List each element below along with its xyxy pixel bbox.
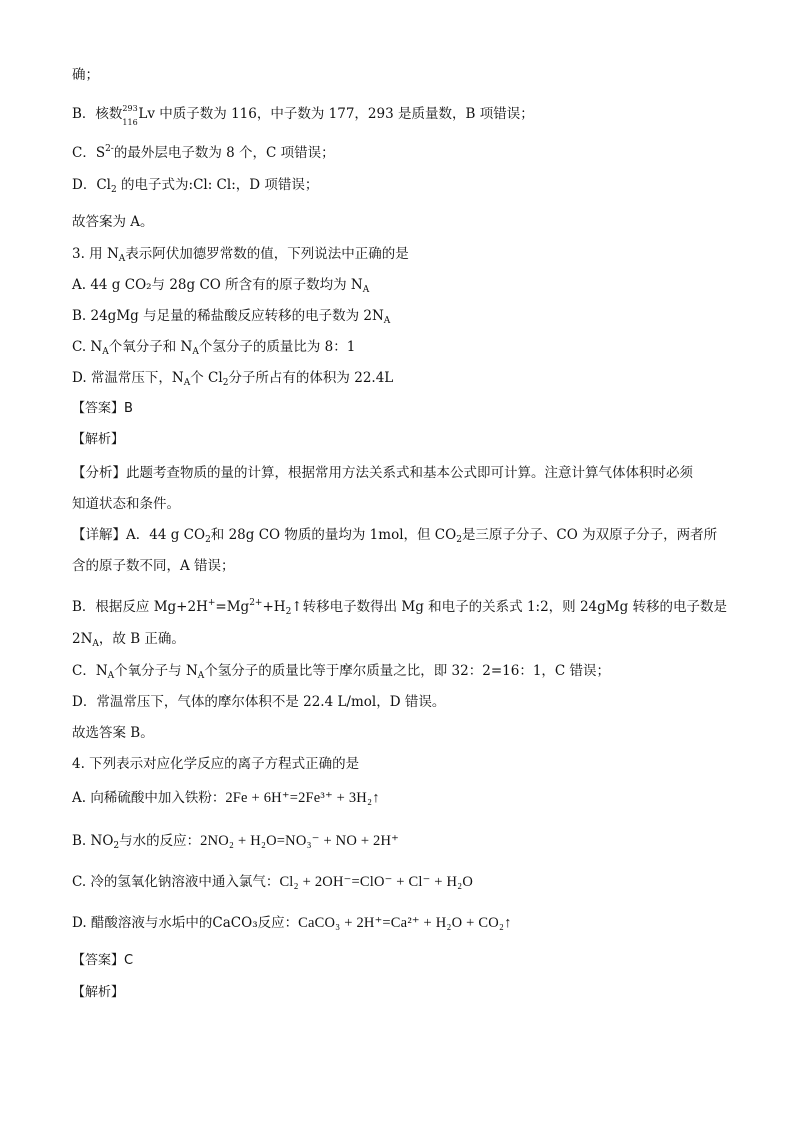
text-line: 故答案为 A。 [72, 214, 154, 230]
text-line: 含的原子数不同，A 错误； [72, 558, 235, 574]
answer-label: 【答案】B [72, 401, 133, 416]
text-line: 故选答案 B。 [72, 725, 154, 741]
question-title: 3. 用 $N_A$表示阿伏加德罗常数的值，下列说法中正确的是 [72, 246, 409, 264]
option-a: A. 向稀硫酸中加入铁粉：2Fe + 6H⁺=2Fe³⁺ + 3H₂↑ [72, 790, 380, 806]
ionic-equation: 2NO₂ + H₂O=NO₃⁻ + NO + 2H⁺ [200, 833, 400, 849]
text-line: C．$S^{2-}$的最外层电子数为 8 个，C 项错误； [72, 144, 335, 161]
question-title: 4. 下列表示对应化学反应的离子方程式正确的是 [72, 756, 360, 772]
nuclide-notation: 293 116 [122, 104, 138, 127]
option-d: D. 常温常压下，$N_A$个 $Cl_2$分子所占有的体积为 22.4L [72, 370, 394, 388]
option-d: D. 醋酸溶液与水垢中的CaCO₃反应：CaCO₃ + 2H⁺=Ca²⁺ + H₂O + CO₂↑ [72, 915, 512, 931]
text-line: $2N_A$，故 B 正确。 [72, 631, 185, 649]
analysis-label: 【解析】 [72, 985, 125, 1000]
text-line: 知道状态和条件。 [72, 496, 180, 512]
text-line: 确； [72, 67, 99, 83]
text-line: B．根据反应 $Mg+2H^+=Mg^{2+}+H_2↑$转移电子数得出 Mg 和电子的关系式 1:2，则 24gMg 转移的电子数是 [72, 598, 728, 617]
option-b: B. $NO_2$与水的反应：2NO₂ + H₂O=NO₃⁻ + NO + 2H⁺ [72, 833, 400, 851]
option-a: A. 44 g CO₂与 28g CO 所含有的原子数均为 $N_A$ [72, 277, 370, 295]
ionic-equation: Cl₂ + 2OH⁻=ClO⁻ + Cl⁻ + H₂O [279, 874, 474, 890]
answer-label: 【答案】C [72, 953, 134, 968]
option-b: B. 24gMg 与足量的稀盐酸反应转移的电子数为 $2N_A$ [72, 308, 391, 326]
ionic-equation: CaCO₃ + 2H⁺=Ca²⁺ + H₂O + CO₂↑ [298, 915, 512, 931]
electron-formula: Cl: Cl: [193, 177, 236, 193]
analysis-label: 【解析】 [72, 432, 125, 447]
text-line: D．常温常压下，气体的摩尔体积不是 22.4 L/mol，D 错误。 [72, 694, 446, 710]
ionic-equation: 2Fe + 6H⁺=2Fe³⁺ + 3H₂↑ [225, 790, 380, 806]
text-line: C．$N_A$个氧分子与 $N_A$个氢分子的质量比等于摩尔质量之比，即 32：2=16：1，C 错误； [72, 663, 611, 681]
text-line: B．核数 293 116 Lv 中质子数为 116，中子数为 177，293 是质量数，B 项错误； [72, 104, 534, 127]
option-c: C. $N_A$个氧分子和 $N_A$个氢分子的质量比为 8：1 [72, 339, 356, 357]
option-c: C. 冷的氢氧化钠溶液中通入氯气：Cl₂ + 2OH⁻=ClO⁻ + Cl⁻ + H₂O [72, 874, 474, 890]
text-line: 【分析】此题考查物质的量的计算，根据常用方法关系式和基本公式即可计算。注意计算气体体积时必须 [72, 465, 693, 481]
text-line: 【详解】A．44 g $CO_2$和 28g CO 物质的量均为 1mol，但 $CO_2$是三原子分子、CO 为双原子分子，两者所 [72, 527, 718, 545]
text-line: D．$Cl_2$ 的电子式为:Cl: Cl:，D 项错误； [72, 177, 319, 195]
